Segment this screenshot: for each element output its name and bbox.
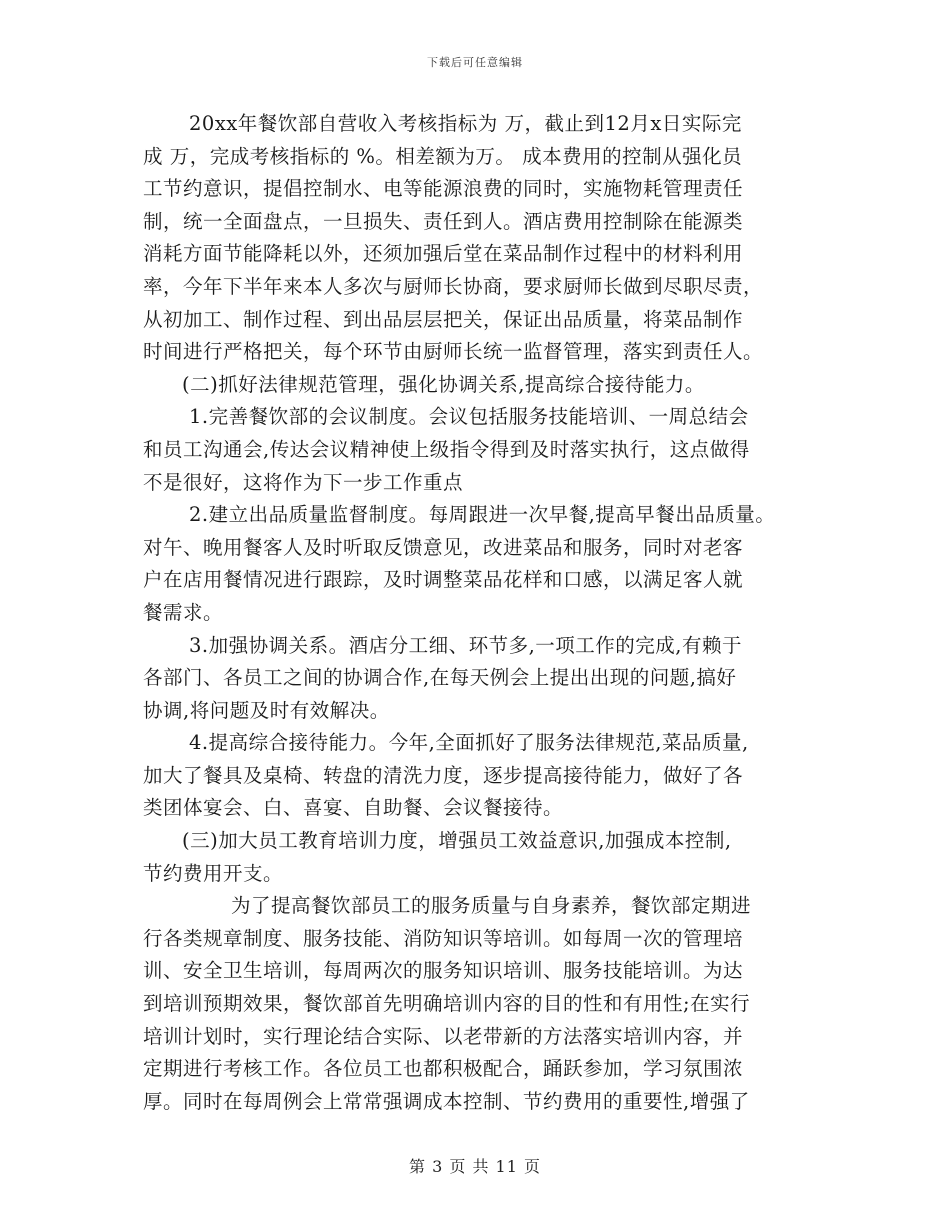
text-line: 定期进行考核工作。各位员工也都积极配合，踊跃参加，学习氛围浓 bbox=[143, 1057, 744, 1081]
text-line: 制，统一全面盘点，一旦损失、责任到人。酒店费用控制除在能源类 bbox=[143, 209, 744, 233]
text-line: 和员工沟通会,传达会议精神使上级指令得到及时落实执行，这点做得 bbox=[143, 437, 750, 461]
text-line: 训、安全卫生培训，每周两次的服务知识培训、服务技能培训。为达 bbox=[143, 959, 744, 983]
text-line: 成 万，完成考核指标的 %。相差额为万。 成本费用的控制从强化员 bbox=[143, 144, 743, 168]
text-line: 工节约意识，提倡控制水、电等能源浪费的同时，实施物耗管理责任 bbox=[143, 177, 744, 201]
text-line: 类团体宴会、白、喜宴、自助餐、会议餐接待。 bbox=[143, 796, 564, 820]
text-line: 3.加强协调关系。酒店分工细、环节多,一项工作的完成,有赖于 bbox=[189, 633, 743, 657]
text-line: 2.建立出品质量监督制度。每周跟进一次早餐,提高早餐出品质量。 bbox=[189, 503, 776, 527]
text-line: 对午、晚用餐客人及时听取反馈意见，改进菜品和服务，同时对老客 bbox=[143, 535, 744, 559]
text-line: 4.提高综合接待能力。今年,全面抓好了服务法律规范,菜品质量, bbox=[189, 731, 749, 755]
text-line: 率，今年下半年来本人多次与厨师长协商，要求厨师长做到尽职尽责， bbox=[143, 274, 764, 298]
text-line: 厚。同时在每周例会上常常强调成本控制、节约费用的重要性,增强了 bbox=[143, 1089, 750, 1113]
text-line: (二)抓好法律规范管理，强化协调关系,提高综合接待能力。 bbox=[182, 372, 705, 396]
text-line: 协调,将问题及时有效解决。 bbox=[143, 698, 390, 722]
text-line: 行各类规章制度、服务技能、消防知识等培训。如每周一次的管理培 bbox=[143, 926, 744, 950]
document-body bbox=[143, 108, 803, 1118]
text-line: 餐需求。 bbox=[143, 600, 224, 624]
text-line: (三)加大员工教育培训力度，增强员工效益意识,加强成本控制, bbox=[182, 829, 732, 853]
text-line: 户在店用餐情况进行跟踪，及时调整菜品花样和口感，以满足客人就 bbox=[143, 568, 744, 592]
text-line: 培训计划时，实行理论结合实际、以老带新的方法落实培训内容，并 bbox=[143, 1024, 744, 1048]
text-line: 20xx年餐饮部自营收入考核指标为 万，截止到12月x日实际完 bbox=[189, 112, 742, 135]
text-line: 消耗方面节能降耗以外，还须加强后堂在菜品制作过程中的材料利用 bbox=[143, 242, 744, 266]
text-line: 1.完善餐饮部的会议制度。会议包括服务技能培训、一周总结会 bbox=[189, 405, 749, 429]
text-line: 从初加工、制作过程、到出品层层把关，保证出品质量，将菜品制作 bbox=[143, 307, 744, 331]
text-line: 时间进行严格把关，每个环节由厨师长统一监督管理，落实到责任人。 bbox=[143, 340, 764, 364]
text-line: 加大了餐具及桌椅、转盘的清洗力度，逐步提高接待能力，做好了各 bbox=[143, 763, 744, 787]
text-line: 不是很好，这将作为下一步工作重点 bbox=[143, 470, 464, 494]
text-line: 各部门、各员工之间的协调合作,在每天例会上提出出现的问题,搞好 bbox=[143, 666, 737, 690]
text-line: 节约费用开支。 bbox=[143, 861, 284, 885]
text-line: 为了提高餐饮部员工的服务质量与自身素养，餐饮部定期进 bbox=[231, 894, 752, 918]
page-header: 下载后可任意编辑 bbox=[427, 56, 523, 69]
page-footer: 第 3 页 共 11 页 bbox=[409, 1157, 541, 1176]
text-line: 到培训预期效果，餐饮部首先明确培训内容的目的性和有用性;在实行 bbox=[143, 992, 751, 1016]
